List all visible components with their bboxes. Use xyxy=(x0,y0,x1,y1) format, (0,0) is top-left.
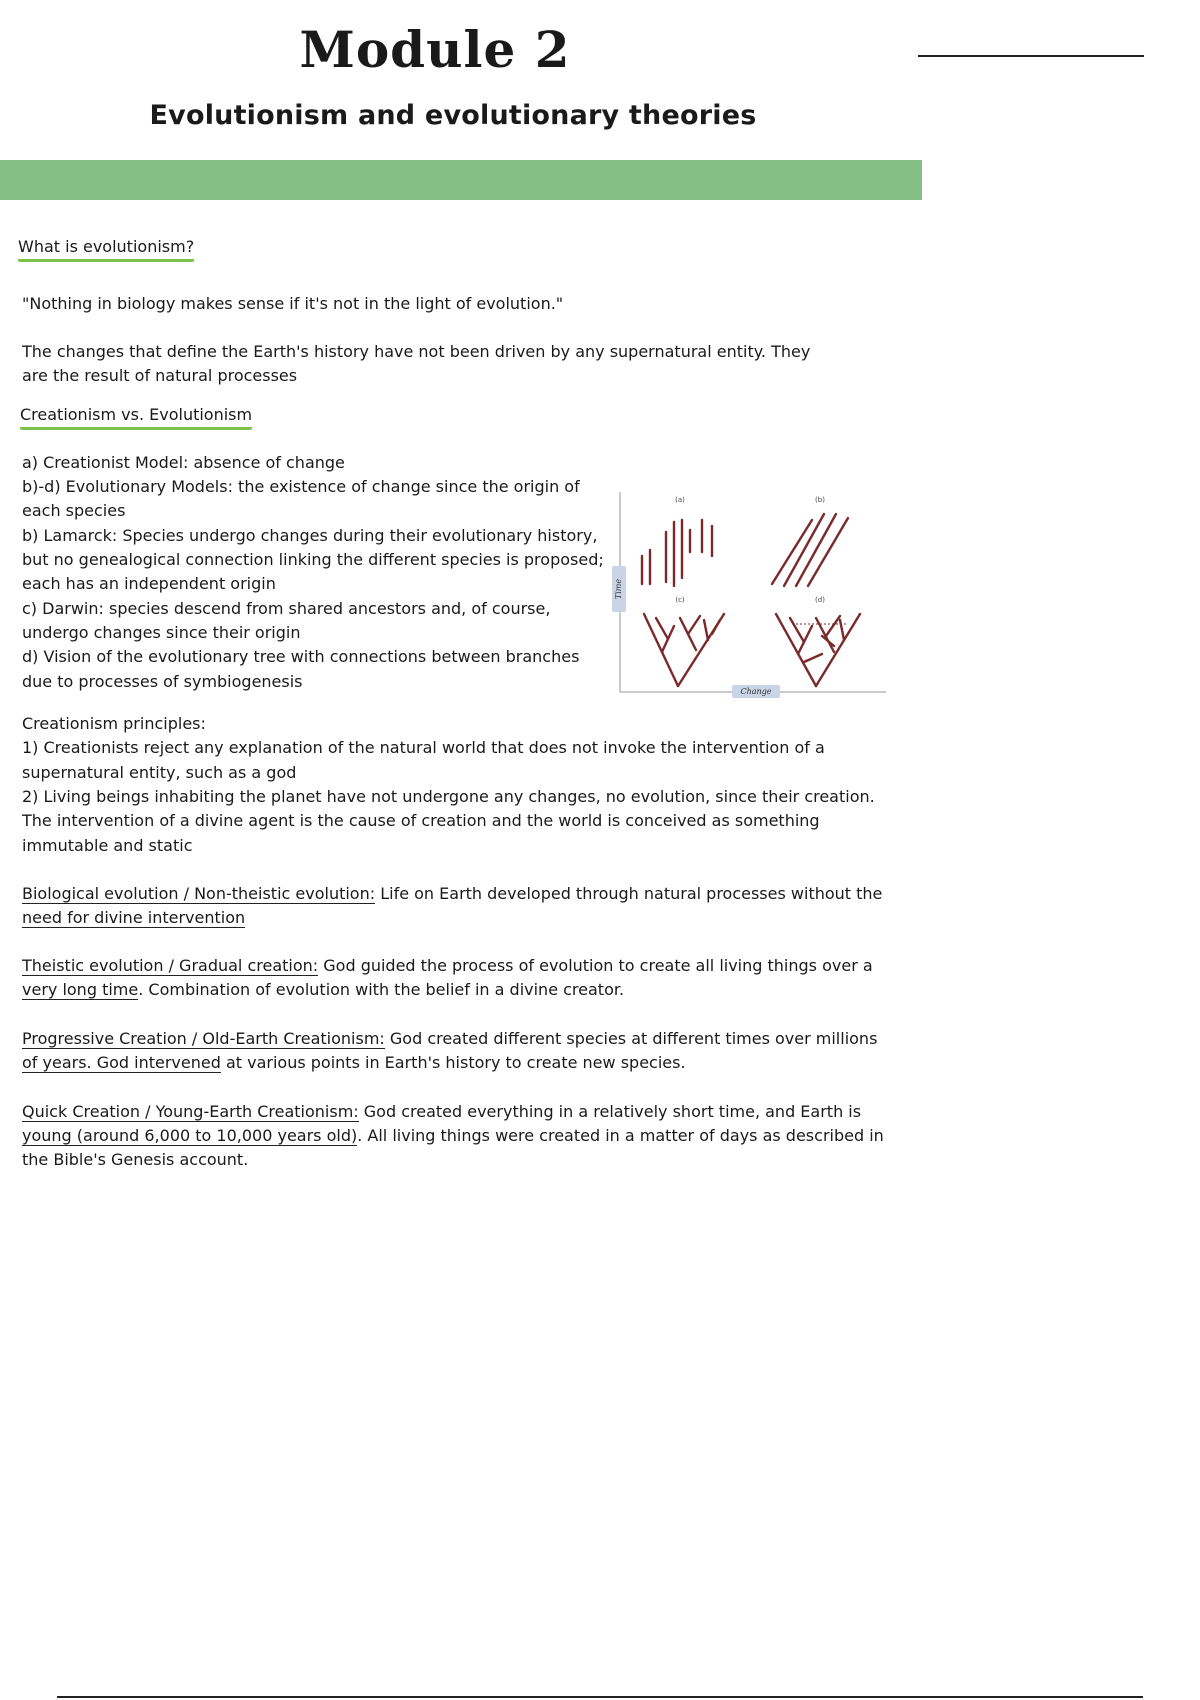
models-line: undergo changes since their origin xyxy=(22,623,301,642)
definition-line: very long time. Combination of evolution with the belief in a divine creator. xyxy=(22,980,625,999)
models-line: each species xyxy=(22,501,126,520)
definition-term: Biological evolution / Non-theistic evolution: xyxy=(22,884,376,903)
definition-term: Progressive Creation / Old-Earth Creationism: xyxy=(22,1029,385,1048)
principle-line: supernatural entity, such as a god xyxy=(22,763,297,782)
green-banner xyxy=(0,160,922,200)
panel-a-creationist xyxy=(642,520,712,586)
definition-term: Theistic evolution / Gradual creation: xyxy=(22,956,319,975)
definition-quick-creation: Quick Creation / Young-Earth Creationism: God created everything in a relatively short time, and Earth is xyxy=(22,1102,862,1121)
panel-label-a: (a) xyxy=(675,496,685,504)
quote-text: "Nothing in biology makes sense if it's not in the light of evolution." xyxy=(22,294,564,313)
panel-c-darwin xyxy=(644,614,724,686)
principle-line: immutable and static xyxy=(22,836,193,855)
header-rule xyxy=(918,55,1144,57)
page-title: Module 2 xyxy=(299,20,571,79)
panel-d-symbiogenesis xyxy=(776,614,860,686)
heading-what-is-evolutionism: What is evolutionism? xyxy=(18,237,194,262)
y-axis-label: Time xyxy=(614,578,623,600)
footer-rule xyxy=(57,1696,1143,1698)
models-line: but no genealogical connection linking the different species is proposed; xyxy=(22,550,604,569)
heading-creationism-vs-evolutionism: Creationism vs. Evolutionism xyxy=(20,405,252,430)
models-line: a) Creationist Model: absence of change xyxy=(22,453,345,472)
page-subtitle: Evolutionism and evolutionary theories xyxy=(149,100,757,131)
definition-biological-evolution: Biological evolution / Non-theistic evolution: Life on Earth developed through natural processes without the xyxy=(22,884,883,903)
x-axis-label: Change xyxy=(740,687,772,696)
definition-progressive-creation: Progressive Creation / Old-Earth Creationism: God created different species at different times over millions xyxy=(22,1029,878,1048)
principles-heading: Creationism principles: xyxy=(22,714,206,733)
definition-line: of years. God intervened at various points in Earth's history to create new species. xyxy=(22,1053,686,1072)
intro-line-2: are the result of natural processes xyxy=(22,366,298,385)
definition-line: the Bible's Genesis account. xyxy=(22,1150,249,1169)
definition-theistic-evolution: Theistic evolution / Gradual creation: God guided the process of evolution to create all living things over a xyxy=(22,956,873,975)
models-line: due to processes of symbiogenesis xyxy=(22,672,303,691)
models-line: c) Darwin: species descend from shared ancestors and, of course, xyxy=(22,599,551,618)
definition-line: need for divine intervention xyxy=(22,908,246,927)
panel-label-b: (b) xyxy=(815,496,825,504)
intro-line-1: The changes that define the Earth's history have not been driven by any supernatural entity. They xyxy=(22,342,811,361)
definition-line: young (around 6,000 to 10,000 years old). All living things were created in a matter of days as described in xyxy=(22,1126,884,1145)
panel-label-c: (c) xyxy=(675,596,685,604)
models-line: d) Vision of the evolutionary tree with connections between branches xyxy=(22,647,580,666)
models-line: b)-d) Evolutionary Models: the existence of change since the origin of xyxy=(22,477,580,496)
panel-label-d: (d) xyxy=(815,596,825,604)
models-line: b) Lamarck: Species undergo changes during their evolutionary history, xyxy=(22,526,598,545)
principle-line: The intervention of a divine agent is the cause of creation and the world is conceived as something xyxy=(22,811,820,830)
principle-line: 1) Creationists reject any explanation of the natural world that does not invoke the intervention of a xyxy=(22,738,825,757)
definition-term: Quick Creation / Young-Earth Creationism: xyxy=(22,1102,359,1121)
panel-b-lamarck xyxy=(772,514,848,586)
models-line: each has an independent origin xyxy=(22,574,276,593)
principle-line: 2) Living beings inhabiting the planet have not undergone any changes, no evolution, since their creation. xyxy=(22,787,875,806)
evolution-models-figure xyxy=(608,486,892,708)
